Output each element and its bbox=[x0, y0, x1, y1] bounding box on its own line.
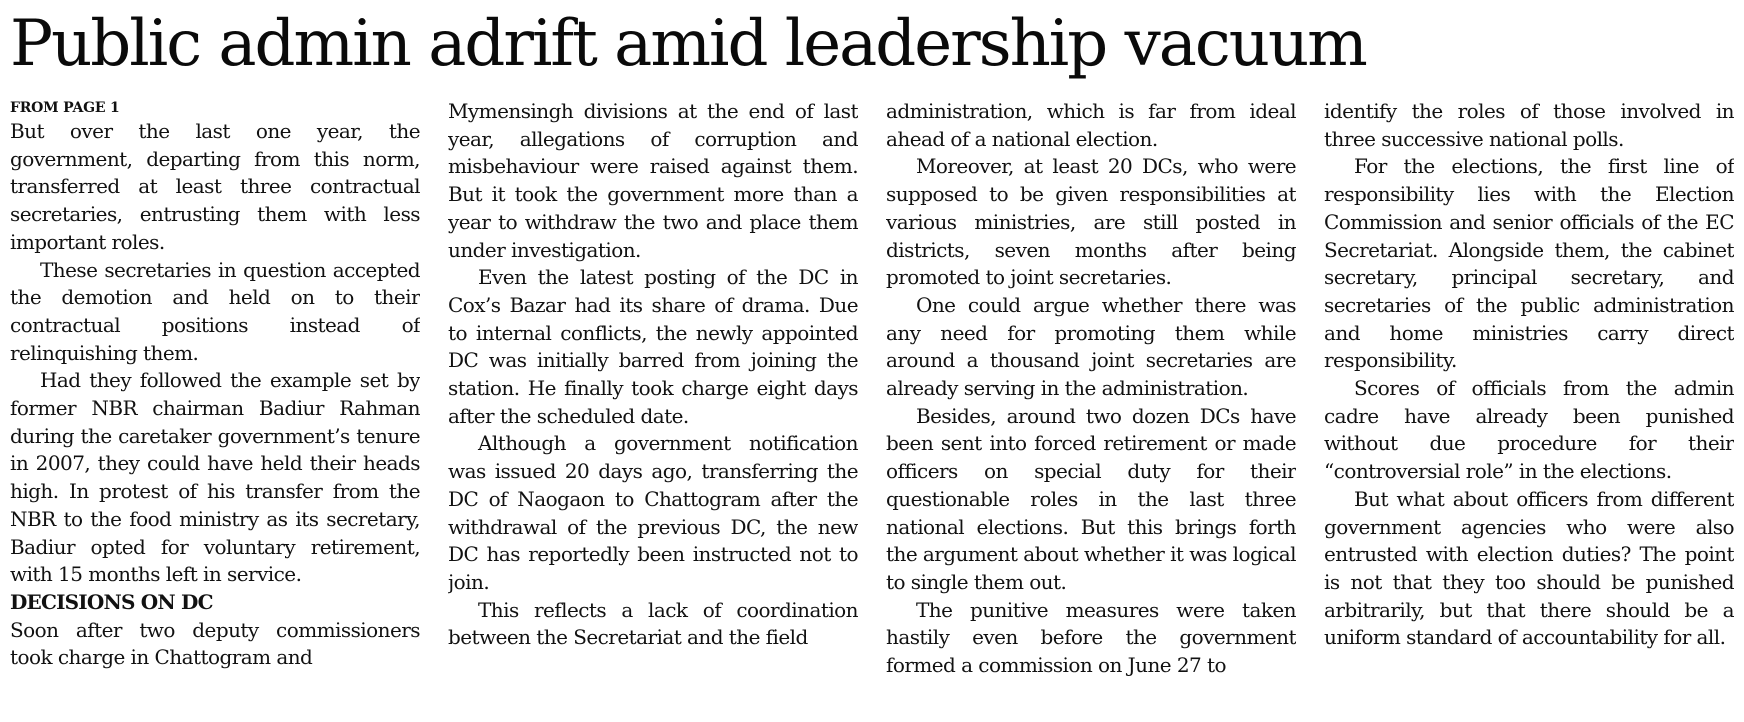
paragraph: Besides, around two dozen DCs have been sent into forced retirement or made officers on special duty for their questionable roles in the last three national elections. But this brings forth the argument about whether it was logical to single them out. bbox=[886, 403, 1296, 594]
paragraph: Even the latest posting of the DC in Cox’s Bazar had its share of drama. Due to internal conflicts, the newly appointed DC was initially barred from joining the station. He finally took charge eight days after the scheduled date. bbox=[448, 265, 858, 428]
paragraph: Moreover, at least 20 DCs, who were supposed to be given responsibilities at various ministries, are still posted in districts, seven months after being promoted to joint secretaries. bbox=[886, 154, 1296, 290]
headline: Public admin adrift amid leadership vacuum bbox=[10, 7, 1366, 81]
column-2 bbox=[448, 98, 858, 714]
paragraph: These secretaries in question accepted the demotion and held on to their contractual positions instead of relinquishing them. bbox=[10, 257, 420, 365]
subheading: DECISIONS ON DC bbox=[10, 589, 213, 614]
paragraph: One could argue whether there was any need for promoting them while around a thousand joint secretaries are already serving in the administration. bbox=[886, 292, 1296, 401]
paragraph: Had they followed the example set by former NBR chairman Badiur Rahman during the caretaker government’s tenure in 2007, they could have held their heads high. In protest of his transfer from the NBR to the food ministry as its secretary, Badiur opted for voluntary retirement, with 15 months left in service. bbox=[10, 368, 420, 587]
paragraph: But what about officers from different government agencies who were also entrusted with election duties? The point is not that they too should be punished arbitrarily, but that there should be a uniform standard of accountability for all. bbox=[1324, 486, 1734, 650]
jump-label: FROM PAGE 1 bbox=[10, 100, 120, 116]
column-3 bbox=[886, 98, 1296, 714]
paragraph: This reflects a lack of coordination between the Secretariat and the field bbox=[448, 597, 858, 650]
paragraph: Mymensingh divisions at the end of last year, allegations of corruption and misbehaviour were raised against them. But it took the government more than a year to withdraw the two and place them under investigation. bbox=[448, 99, 858, 262]
paragraph: The punitive measures were taken hastily even before the government formed a commission on June 27 to bbox=[886, 597, 1296, 678]
column-4 bbox=[1324, 98, 1734, 714]
article-body bbox=[10, 98, 1734, 714]
paragraph: But over the last one year, the government, departing from this norm, transferred at least three contractual secretaries, entrusting them with less important roles. bbox=[10, 119, 420, 254]
paragraph: Soon after two deputy commissioners took charge in Chattogram and bbox=[10, 617, 420, 670]
column-1 bbox=[10, 98, 420, 714]
paragraph: administration, which is far from ideal ahead of a national election. bbox=[886, 99, 1296, 151]
paragraph: Although a government notification was issued 20 days ago, transferring the DC of Naogaon to Chattogram after the withdrawal of the previous DC, the new DC has reportedly been instructed not to join. bbox=[448, 431, 858, 594]
paragraph: For the elections, the first line of responsibility lies with the Election Commission and senior officials of the EC Secretariat. Alongside them, the cabinet secretary, principal secretary, and secretaries of the public administration and home ministries carry direct responsibility. bbox=[1324, 154, 1734, 373]
paragraph: Scores of officials from the admin cadre have already been punished without due procedure for their “controversial role” in the elections. bbox=[1324, 376, 1734, 484]
paragraph: identify the roles of those involved in three successive national polls. bbox=[1324, 99, 1734, 151]
